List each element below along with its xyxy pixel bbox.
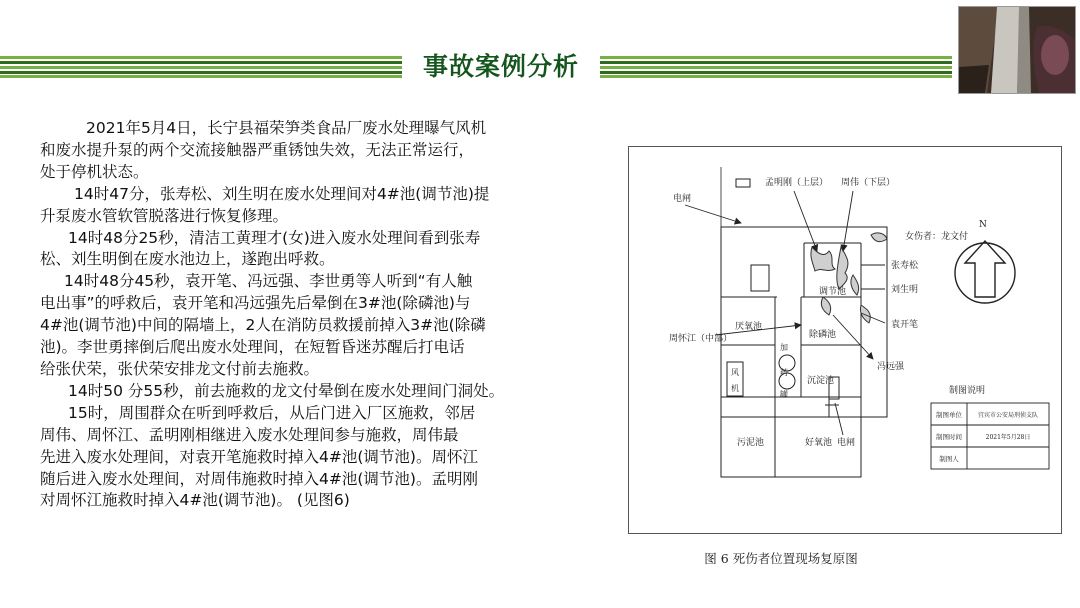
scene-diagram-frame <box>628 146 1062 534</box>
accident-narrative <box>40 118 612 512</box>
table-row-value: 宜宾市公安局刑侦支队 <box>977 412 1039 419</box>
table-row-label: 制图人 <box>939 455 959 463</box>
slide-title: 事故案例分析 <box>422 52 579 81</box>
north-arrow-icon <box>955 241 1015 303</box>
accident-scene-photo <box>958 6 1076 94</box>
narrative-paragraph: 14时48分45秒，袁开笔、冯远强、李世勇等人听到“有人触 电出事”的呼救后，袁开笔和冯远强先后晕倒在3#池(除磷池)与 4#池(调节池)中间的隔墙上，2人在消防员救援前掉入3#池(除磷 池)。李世勇摔倒后爬出废水处理间，在短暂昏迷苏醒后打电话 给张伏荣，张伏荣安排龙文付前去施救。 <box>40 272 486 378</box>
label-fan-2: 机 <box>731 384 739 393</box>
label-electric-gate-bottom: 电闸 <box>837 438 856 448</box>
label-long-wenfu: 女伤者：龙文付 <box>905 232 969 242</box>
table-row-label: 制图单位 <box>936 411 962 419</box>
table-row-value: 2021年5月28日 <box>985 434 1031 441</box>
label-dosing-2: 药 <box>780 368 788 377</box>
label-sludge-tank: 污泥池 <box>737 438 765 448</box>
label-sedimentation-tank: 沉淀池 <box>807 376 835 386</box>
label-anaerobic-tank: 厌氧池 <box>735 322 763 332</box>
label-zhou-wei: 周伟（下层） <box>841 178 896 188</box>
label-aerobic-tank: 好氧池 <box>805 438 833 448</box>
header-stripes-left <box>0 56 402 78</box>
drawing-info-table <box>931 384 1049 469</box>
label-yuan-kaibi: 袁开笔 <box>891 320 919 330</box>
scene-diagram <box>629 147 1061 533</box>
label-fan-1: 风 <box>731 368 739 377</box>
label-electric-gate: 电闸 <box>673 194 692 204</box>
label-meng-minggang: 孟明刚（上层） <box>765 178 829 188</box>
label-liu-shengming: 刘生明 <box>891 285 919 295</box>
label-regulating-tank: 调节池 <box>819 287 847 297</box>
narrative-paragraph: 14时48分25秒，清洁工黄理才(女)进入废水处理间看到张寿 松、刘生明倒在废水池边上，遂跑出呼救。 <box>40 228 481 269</box>
label-feng-yuanqiang: 冯远强 <box>877 362 905 372</box>
narrative-paragraph: 2021年5月4日，长宁县福荣笋类食品厂废水处理曝气风机 和废水提升泵的两个交流接触器严重锈蚀失效，无法正常运行， 处于停机状态。 <box>40 119 487 181</box>
narrative-paragraph: 14时47分，张寿松、刘生明在废水处理间对4#池(调节池)提 升泵废水管软管脱落进行恢复修理。 <box>40 184 490 225</box>
label-dosing-1: 加 <box>780 343 788 352</box>
label-phosphorus-tank: 除磷池 <box>809 330 837 340</box>
label-dosing-3: 罐 <box>780 390 788 399</box>
header-stripes-right <box>600 56 952 78</box>
table-title: 制图说明 <box>948 386 986 396</box>
label-zhang-shousong: 张寿松 <box>891 261 919 271</box>
narrative-paragraph: 14时50 分55秒，前去施救的龙文付晕倒在废水处理间门洞处。 <box>68 381 505 400</box>
figure-caption: 图 6 死伤者位置现场复原图 <box>704 551 858 566</box>
table-row-label: 制图时间 <box>936 433 962 441</box>
label-north: N <box>979 220 987 230</box>
narrative-paragraph: 15时，周围群众在听到呼救后，从后门进入厂区施救，邻居 周伟、周怀江、孟明刚相继进入废水处理间参与施救，周伟最 先进入废水处理间，对袁开笔施救时掉入4#池(调节池)。周怀江 随后进入废水处理间，对周伟施救时掉入4#池(调节池)。孟明刚 对周怀江施救时掉入4#池(调节池)。 (见图6) <box>40 403 478 510</box>
label-zhou-huaijiang: 周怀江（中部） <box>669 334 733 344</box>
